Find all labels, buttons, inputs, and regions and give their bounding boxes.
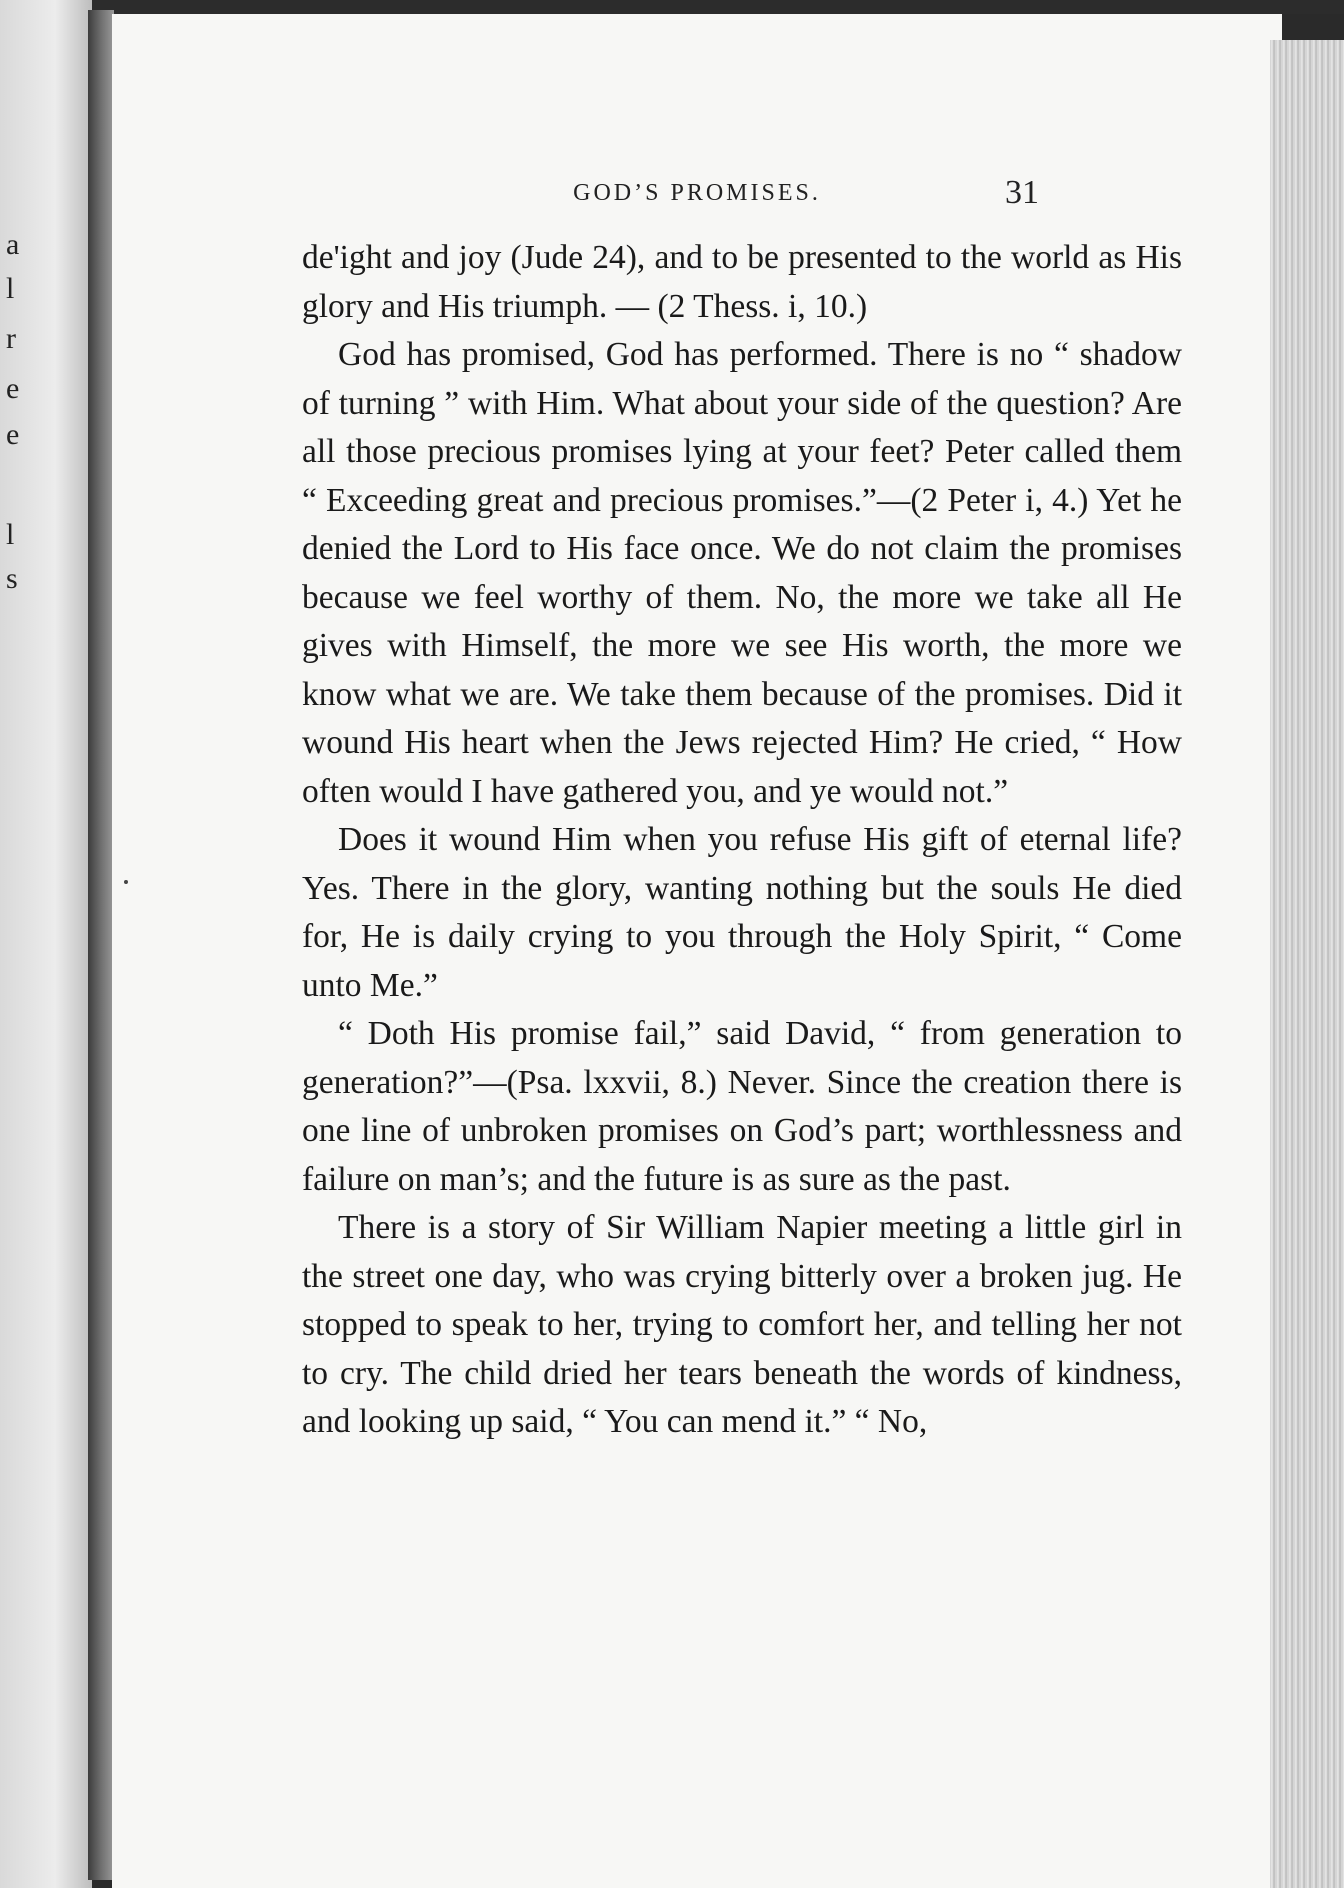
edge-fragment: l bbox=[6, 272, 15, 305]
paragraph: de'ight and joy (Jude 24), and to be presented to the world as His glory and His triumph. — (2 Thess. i, 10.) bbox=[302, 239, 1182, 325]
facing-page-edge bbox=[0, 0, 92, 1888]
page-number: 31 bbox=[1005, 174, 1039, 211]
running-head: GOD’S PROMISES. bbox=[573, 180, 821, 206]
scan-speck bbox=[124, 880, 128, 884]
gutter-shadow bbox=[88, 10, 114, 1880]
edge-fragment: a bbox=[6, 228, 20, 261]
edge-fragment: l bbox=[6, 518, 15, 551]
scan-top-border bbox=[92, 0, 1344, 14]
paragraph: Does it wound Him when you refuse His gift of eternal life? Yes. There in the glory, wanting nothing but the souls He died for, He is daily crying to you through the Holy Spirit, “ Come unto Me.” bbox=[302, 821, 1182, 1004]
edge-fragment: s bbox=[6, 562, 18, 595]
paragraph: God has promised, God has performed. There is no “ shadow of turning ” with Him. What about your side of the question? Are all those precious promises lying at your feet? Peter called them “ Exceeding great and precious promises.”—(2 Peter i, 4.) Yet he denied the Lord to His face once. We do not claim the promises because we feel worthy of them. No, the more we take all He gives with Himself, the more we see His worth, the more we know what we are. We take them because of the promises. Did it wound His heart when the Jews rejected Him? He cried, “ How often would I have gathered you, and ye would not.” bbox=[302, 336, 1182, 810]
page-body bbox=[302, 234, 1182, 1447]
paragraph: There is a story of Sir William Napier meeting a little girl in the street one day, who was crying bitterly over a broken jug. He stopped to speak to her, trying to comfort her, and telling her not to cry. The child dried her tears beneath the words of kindness, and looking up said, “ You can mend it.” “ No, bbox=[302, 1209, 1182, 1440]
edge-fragment: r bbox=[6, 322, 16, 355]
edge-fragment: e bbox=[6, 372, 20, 405]
edge-fragment: e bbox=[6, 418, 20, 451]
book-page bbox=[112, 14, 1282, 1888]
paragraph: “ Doth His promise fail,” said David, “ from generation to generation?”—(Psa. lxxvii, 8.) Never. Since the creation there is one line of unbroken promises on God’s part; worthlessness and failure on man’s; and the future is as sure as the past. bbox=[302, 1015, 1182, 1198]
page-block-edges bbox=[1270, 40, 1344, 1888]
